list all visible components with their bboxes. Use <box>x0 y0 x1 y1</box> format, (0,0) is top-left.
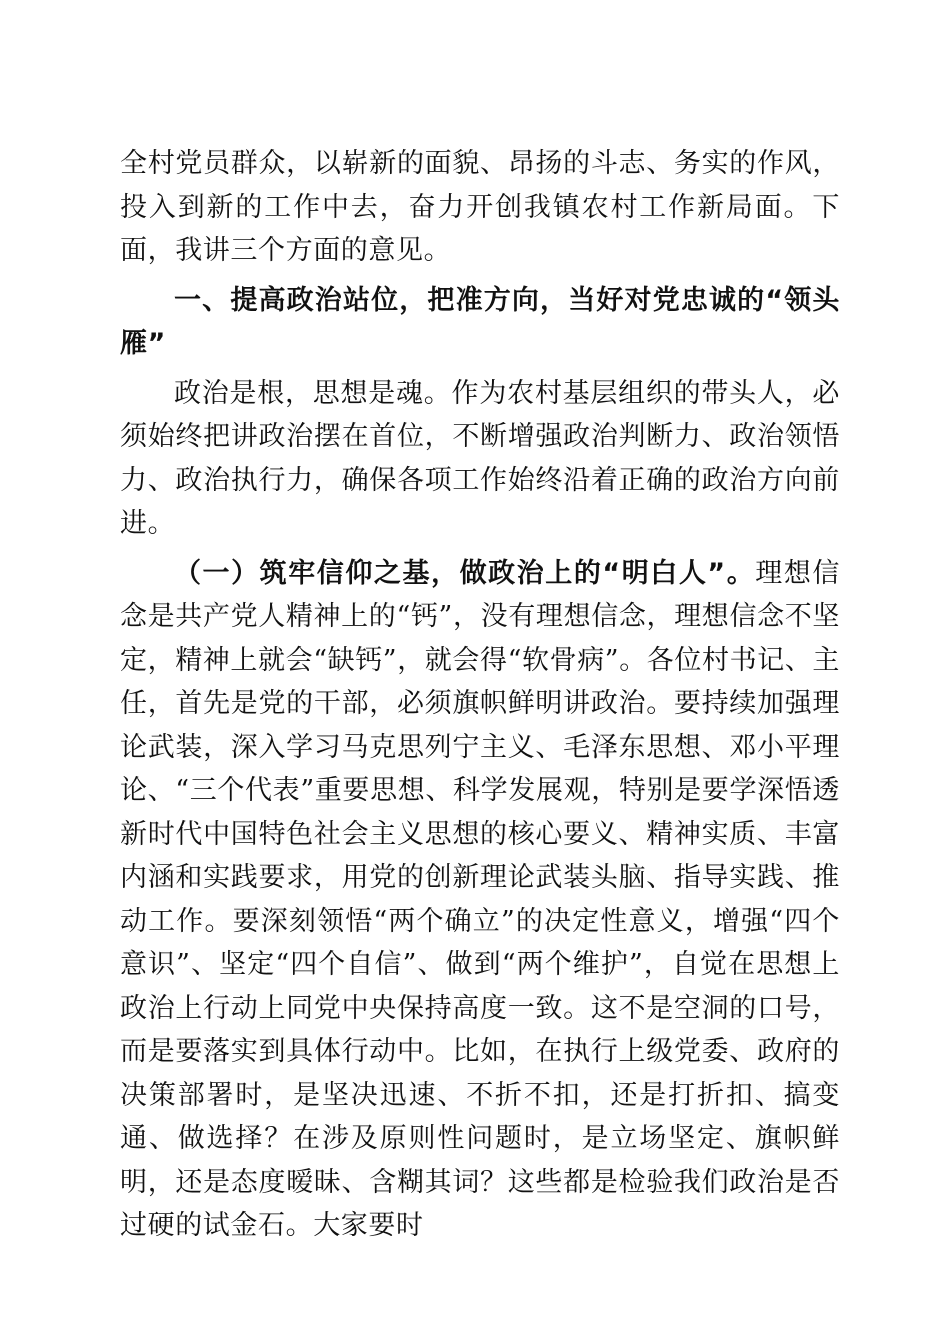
subsection-heading-1: （一）筑牢信仰之基，做政治上的“明白人”。 <box>174 557 756 589</box>
section-heading-1: 一、提高政治站位，把准方向，当好对党忠诚的“领头雁” <box>120 284 840 359</box>
subsection-1-text: 理想信念是共产党人精神上的“钙”，没有理想信念，理想信念不坚定，精神上就会“缺钙”，就会得“软骨病”。各位村书记、主任，首先是党的干部，必须旗帜鲜明讲政治。要持续加强理论武装，深入学习马克思列宁主义、毛泽东思想、邓小平理论、“三个代表”重要思想、科学发展观，特别是要学深悟透新时代中国特色社会主义思想的核心要义、精神实质、丰富内涵和实践要求，用党的创新理论武装头脑、指导实践、推动工作。要深刻领悟“两个确立”的决定性意义，增强“四个意识”、坚定“四个自信”、做到“两个维护”，自觉在思想上政治上行动上同党中央保持高度一致。这不是空洞的口号，而是要落实到具体行动中。比如，在执行上级党委、政府的决策部署时，是坚决迅速、不折不扣，还是打折扣、搞变通、做选择？在涉及原则性问题时，是立场坚定、旗帜鲜明，还是态度暧昧、含糊其词？这些都是检验我们政治是否过硬的试金石。大家要时 <box>120 557 841 1241</box>
intro-paragraph: 全村党员群众，以崭新的面貌、昂扬的斗志、务实的作风，投入到新的工作中去，奋力开创我镇农村工作新局面。下面，我讲三个方面的意见。 <box>120 148 840 266</box>
section-1-paragraph: 政治是根，思想是魂。作为农村基层组织的带头人，必须始终把讲政治摆在首位，不断增强政治判断力、政治领悟力、政治执行力，确保各项工作始终沿着正确的政治方向前进。 <box>120 377 840 539</box>
subsection-1-paragraph <box>120 552 840 1248</box>
document-body <box>120 142 840 1248</box>
